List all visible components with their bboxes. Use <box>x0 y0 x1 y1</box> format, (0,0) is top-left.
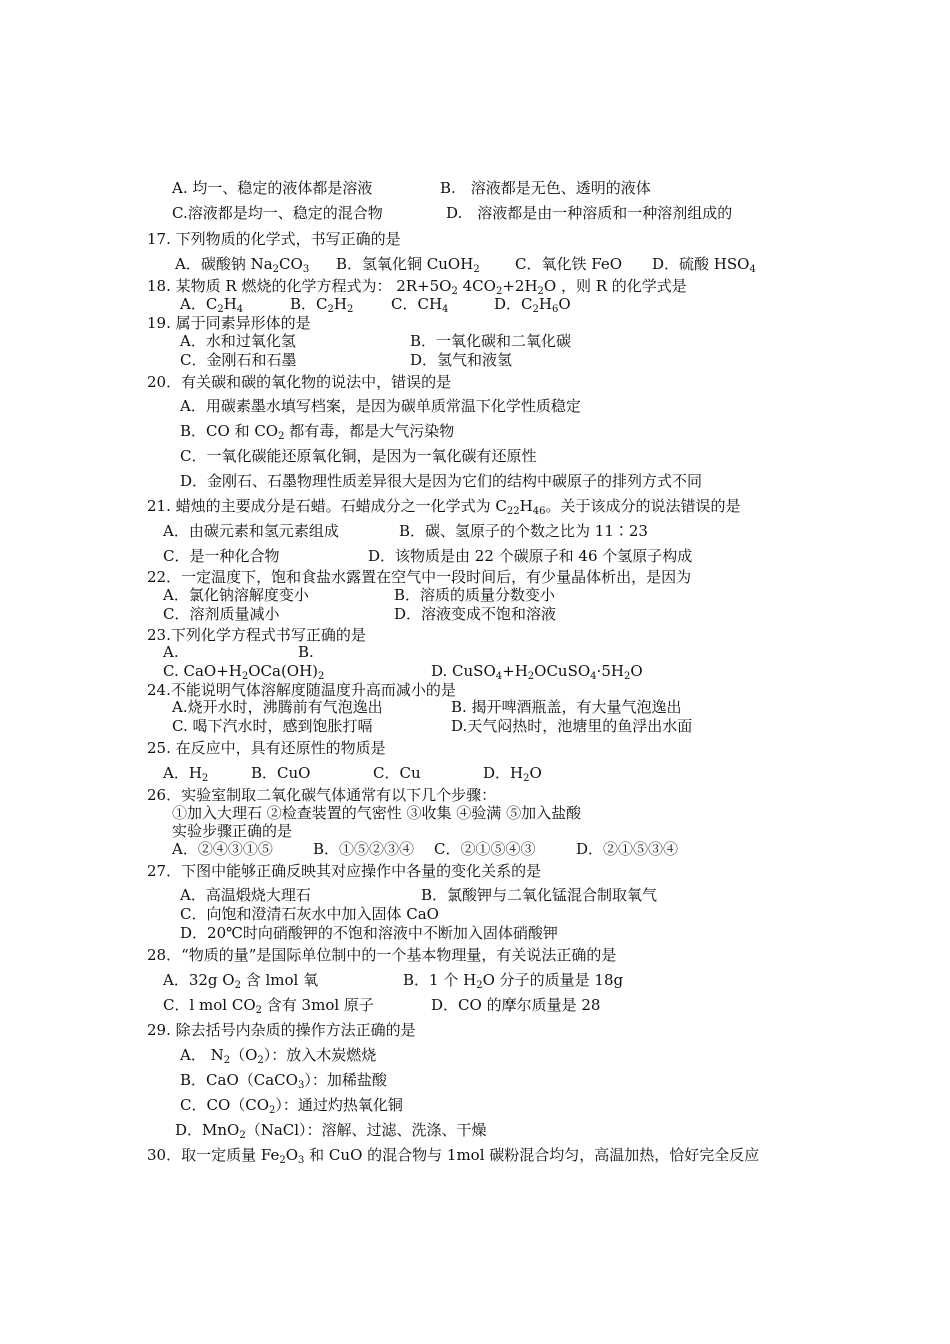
option-text: D．$H_2O$ <box>483 764 542 784</box>
option-text: B．CuO <box>251 764 311 782</box>
text-line: 19. 属于同素异形体的是 <box>147 314 311 332</box>
option-text: B．溶质的质量分数变小 <box>394 586 556 604</box>
text-line: A．由碳元素和氢元素组成 <box>163 522 339 540</box>
option-text: B．①⑤②③④ <box>313 840 415 858</box>
text-line: C．一氧化碳能还原氧化铜，是因为一氧化碳有还原性 <box>180 447 537 465</box>
text-line: A．水和过氧化氢 <box>180 332 296 350</box>
option-text: B．氢氧化铜 CuOH$_2$ <box>336 255 480 275</box>
text-line: C．是一种化合物 <box>163 547 280 565</box>
text-line: 18. 某物质 R 燃烧的化学方程式为： $2R+5O_2$ $4CO_2+2H_2O$ ，则 R 的化学式是 <box>147 277 687 297</box>
text-line: B．CO 和 $CO_2$ 都有毒，都是大气污染物 <box>180 422 455 442</box>
text-line: 20．有关碳和碳的氧化物的说法中，错误的是 <box>147 373 452 391</box>
text-line: D．金刚石、石墨物理性质差异很大是因为它们的结构中碳原子的排列方式不同 <box>180 472 703 490</box>
text-line: C. $CaO+H_2OCa(OH)_2$ <box>163 662 325 682</box>
text-line: A.烧开水时，沸腾前有气泡逸出 <box>172 698 383 716</box>
option-text: C．$CH_4$ <box>391 295 449 315</box>
option-text: D．溶液变成不饱和溶液 <box>394 605 557 623</box>
option-text: B．氯酸钾与二氧化锰混合制取氧气 <box>421 886 658 904</box>
option-text: C．②①⑤④③ <box>434 840 536 858</box>
text-line: 17. 下列物质的化学式，书写正确的是 <box>147 230 401 248</box>
text-line: A. <box>163 643 179 661</box>
text-line: 23.下列化学方程式书写正确的是 <box>147 626 366 644</box>
option-text: B．一氧化碳和二氧化碳 <box>410 332 572 350</box>
text-line: C．$CO(CO_2)$：通过灼热氧化铜 <box>180 1096 403 1116</box>
text-line: 30．取一定质量 $Fe_2O_3$ 和 CuO 的混合物与 1mol 碳粉混合均匀，高温加热，恰好完全反应 <box>147 1146 760 1166</box>
option-text: D．硫酸 $HSO_4$ <box>652 255 756 275</box>
option-text: D.天气闷热时，池塘里的鱼浮出水面 <box>451 717 693 735</box>
option-text: B. 揭开啤酒瓶盖，有大量气泡逸出 <box>451 698 682 716</box>
option-text: B．1 个 $H_2O$ 分子的质量是 18g <box>403 971 624 991</box>
option-text: C．Cu <box>373 764 421 782</box>
text-line: C．l mol $CO_2$ 含有 3mol 原子 <box>163 996 374 1016</box>
text-line: D．MnO$_2$（NaCl）：溶解、过滤、洗涤、干燥 <box>175 1121 487 1141</box>
text-line: C. 喝下汽水时，感到饱胀打嗝 <box>172 717 373 735</box>
text-line: D．20℃时向硝酸钾的不饱和溶液中不断加入固体硝酸钾 <box>180 924 558 942</box>
text-line: 22．一定温度下，饱和食盐水露置在空气中一段时间后，有少量晶体析出，是因为 <box>147 568 692 586</box>
text-line: A．高温煅烧大理石 <box>180 886 311 904</box>
text-line: 24.不能说明气体溶解度随温度升高而减小的是 <box>147 681 456 699</box>
text-line: A．氯化钠溶解度变小 <box>163 586 309 604</box>
text-line: C．向饱和澄清石灰水中加入固体 CaO <box>180 905 439 923</box>
option-text: D．$C_2H_6O$ <box>494 295 571 315</box>
option-text: D．CO 的摩尔质量是 28 <box>431 996 601 1014</box>
option-text: D．氢气和液氢 <box>410 351 513 369</box>
text-line: A．$H_2$ <box>163 764 209 784</box>
text-line: 实验步骤正确的是 <box>172 822 293 840</box>
option-text: D. 溶液都是由一种溶质和一种溶剂组成的 <box>446 204 733 222</box>
text-line: C．溶剂质量减小 <box>163 605 280 623</box>
text-line: C.溶液都是均一、稳定的混合物 <box>172 204 383 222</box>
option-text: D．该物质是由 22 个碳原子和 46 个氢原子构成 <box>368 547 693 565</box>
option-text: C．氧化铁 FeO <box>515 255 623 273</box>
text-line: 28．“物质的量”是国际单位制中的一个基本物理量，有关说法正确的是 <box>147 946 617 964</box>
text-line: 25. 在反应中，具有还原性的物质是 <box>147 739 386 757</box>
option-text: B. 溶液都是无色、透明的液体 <box>440 179 651 197</box>
text-line: A．碳酸钠 $Na_2CO_3$ <box>175 255 310 275</box>
option-text: B．碳、氢原子的个数之比为 11∶23 <box>399 522 648 540</box>
text-line: C．金刚石和石墨 <box>180 351 297 369</box>
option-text: B. <box>298 643 314 661</box>
text-line: 26．实验室制取二氧化碳气体通常有以下几个步骤： <box>147 786 497 804</box>
text-line: ①加入大理石 ②检查装置的气密性 ③收集 ④验满 ⑤加入盐酸 <box>172 804 582 822</box>
text-line: A．32g $O_2$ 含 lmol 氧 <box>163 971 319 991</box>
text-line: A．$C_2H_4$ <box>180 295 244 315</box>
text-line: A．用碳素墨水填写档案，是因为碳单质常温下化学性质稳定 <box>180 397 581 415</box>
option-text: D. $CuSO_4+H_2OCuSO_4\cdot 5H_2O$ <box>431 662 643 682</box>
text-line: A. 均一、稳定的液体都是溶液 <box>172 179 373 197</box>
text-line: A． $N_2(O_2)$：放入木炭燃烧 <box>180 1046 377 1066</box>
option-text: D．②①⑤③④ <box>576 840 679 858</box>
text-line: 21. 蜡烛的主要成分是石蜡。石蜡成分之一化学式为 $C_{22}H_{46}$。关于该成分的说法错误的是 <box>147 497 741 517</box>
text-line: B．CaO（CaCO$_3$）：加稀盐酸 <box>180 1071 387 1091</box>
text-line: 29. 除去括号内杂质的操作方法正确的是 <box>147 1021 416 1039</box>
text-line: 27．下图中能够正确反映其对应操作中各量的变化关系的是 <box>147 862 542 880</box>
option-text: B．$C_2H_2$ <box>290 295 354 315</box>
text-line: A．②④③①⑤ <box>172 840 273 858</box>
